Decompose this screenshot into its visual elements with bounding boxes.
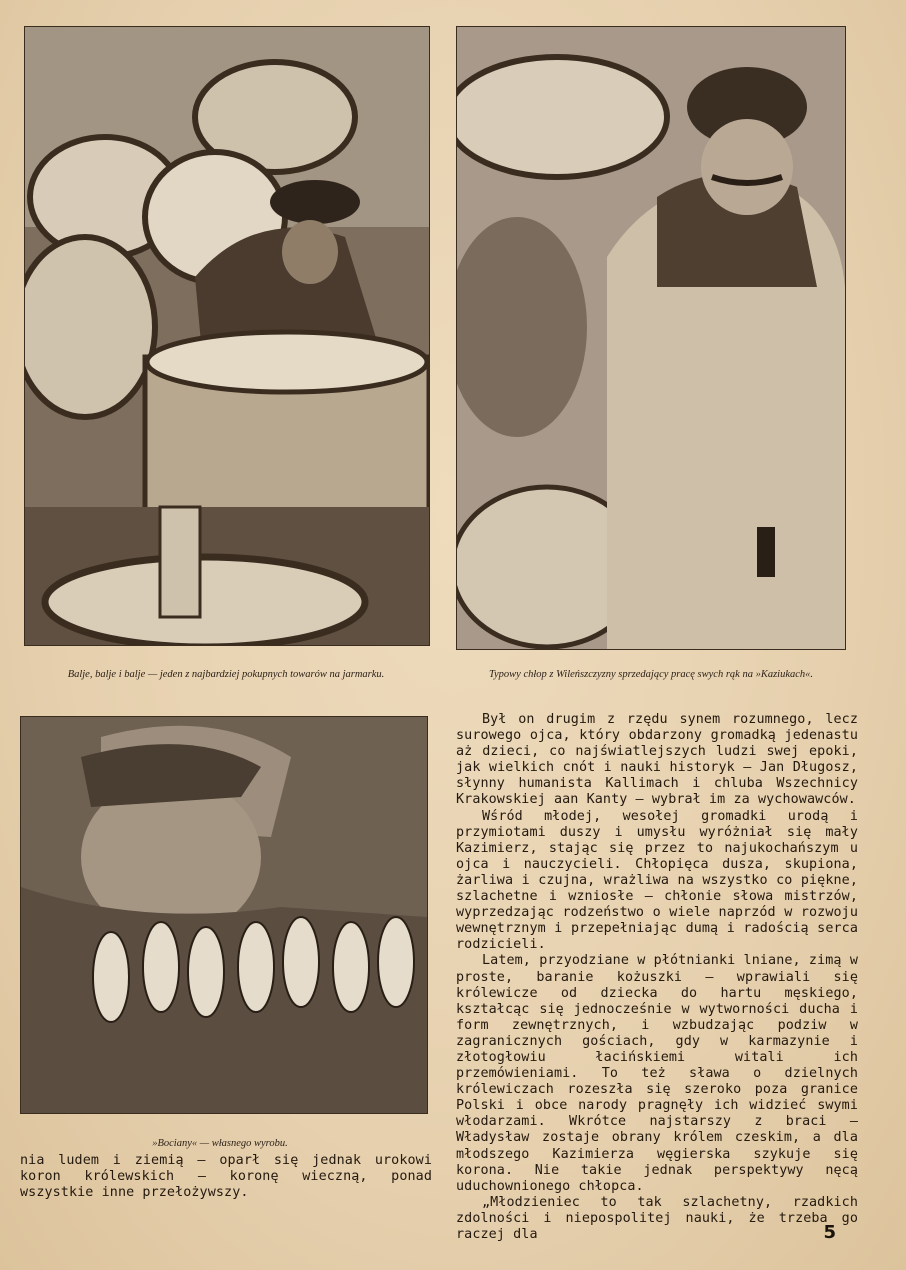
chlop-caption: Typowy chłop z Wileńszczyzny sprzedający pracę swych rąk na »Kaziukach«. [488,669,814,680]
paragraph: Latem, przyodziane w płótnianki lniane, zimą w proste, baranie kożuszki — wprawiali się królewicze od dziecka do hartu męskiego, kształcąc się jednocześnie w wytworności ducha i form zewnętrznych, i wzbudzając podziw w zagranicznych gościach, gdy w karmazynie i złotogłowiu łacińskiemi witali ich przemówieniami. To też sława o dzielnych królewiczach rozeszła się szeroko poza granice Polski i obce narody pragnęły ich widzieć swymi włodarzami. Wkrótce najstarszy z braci — Władysław zostaje obrany królem czeskim, a dla młodszego Kazimierza węgierska szykuje się korona. Nie takie jednak perspektywy nęcą uduchownionego chłopca. [456,953,858,1194]
bociany-photo [20,716,428,1114]
balje-caption: Balje, balje i balje — jeden z najbardziej pokupnych towarów na jarmarku. [67,669,385,680]
paragraph: „Młodzieniec to tak szlachetny, rzadkich zdolności i niepospolitej nauki, że trzeba go raczej dla [456,1194,858,1242]
left-column-text [20,1153,432,1201]
chlop-photo [456,26,846,650]
balje-photo [24,26,430,646]
page-number: 5 [823,1222,836,1243]
paragraph: Był on drugim z rzędu synem rozumnego, lecz surowego ojca, który obdarzony gromadką jedenastu aż dzieci, co najświatlejszych ludzi swej epoki, jak wielkich cnót i nauki historyk — Jan Długosz, słynny humanista Kallimach i chluba Wszechnicy Krakowskiej aan Kanty — wybrał im za wychowawców. [456,712,858,808]
right-column-text [456,712,858,1243]
paragraph: Wśród młodej, wesołej gromadki urodą i przymiotami duszy i umysłu wyróżniał się mały Kazimierz, stając się przez to najukochańszym u ojca i nauczycieli. Chłopięca dusza, skupiona, żarliwa i czujna, wrażliwa na wszystko co piękne, szlachetne i wzniosłe — chłonie słowa mistrzów, wyprzedzając rodzeństwo o wiele naprzód w rozwoju wewnętrznym i przepełniając dumą i radością serca rodzicieli. [456,808,858,953]
paragraph: nia ludem i ziemią — oparł się jednak urokowi koron królewskich — koronę wieczną, ponad wszystkie inne przełożywszy. [20,1153,432,1201]
bociany-caption: »Bociany« — własnego wyrobu. [152,1138,288,1149]
